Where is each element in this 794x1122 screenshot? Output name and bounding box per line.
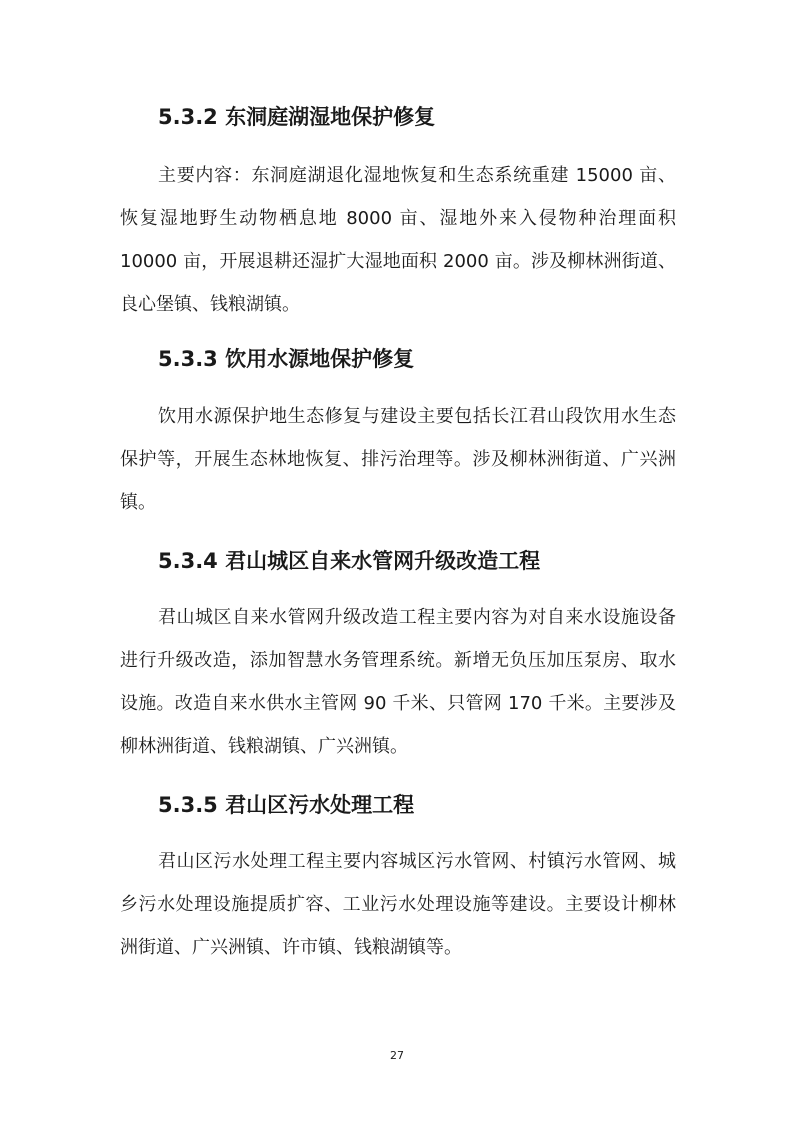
section-body-5-3-3: 饮用水源保护地生态修复与建设主要包括长江君山段饮用水生态保护等，开展生态林地恢复、排污治理等。涉及柳林洲街道、广兴洲镇。 — [120, 406, 676, 513]
section-heading-5-3-4: 5.3.4 君山城区自来水管网升级改造工程 — [158, 549, 541, 573]
section-body-5-3-5: 君山区污水处理工程主要内容城区污水管网、村镇污水管网、城乡污水处理设施提质扩容、工业污水处理设施等建设。主要设计柳林洲街道、广兴洲镇、许市镇、钱粮湖镇等。 — [120, 851, 676, 958]
section-heading-5-3-3: 5.3.3 饮用水源地保护修复 — [158, 347, 415, 371]
section-heading-5-3-5: 5.3.5 君山区污水处理工程 — [158, 793, 415, 817]
page-number: 27 — [390, 1049, 404, 1062]
section-body-5-3-2: 主要内容：东洞庭湖退化湿地恢复和生态系统重建 15000 亩、恢复湿地野生动物栖息地 8000 亩、湿地外来入侵物种治理面积 10000 亩，开展退耕还湿扩大湿地面积 2000 亩。涉及柳林洲街道、良心堡镇、钱粮湖镇。 — [120, 165, 676, 315]
section-body-5-3-4: 君山城区自来水管网升级改造工程主要内容为对自来水设施设备进行升级改造，添加智慧水务管理系统。新增无负压加压泵房、取水设施。改造自来水供水主管网 90 千米、只管网 170 千米。主要涉及柳林洲街道、钱粮湖镇、广兴洲镇。 — [120, 607, 676, 757]
section-heading-5-3-2: 5.3.2 东洞庭湖湿地保护修复 — [158, 105, 436, 129]
